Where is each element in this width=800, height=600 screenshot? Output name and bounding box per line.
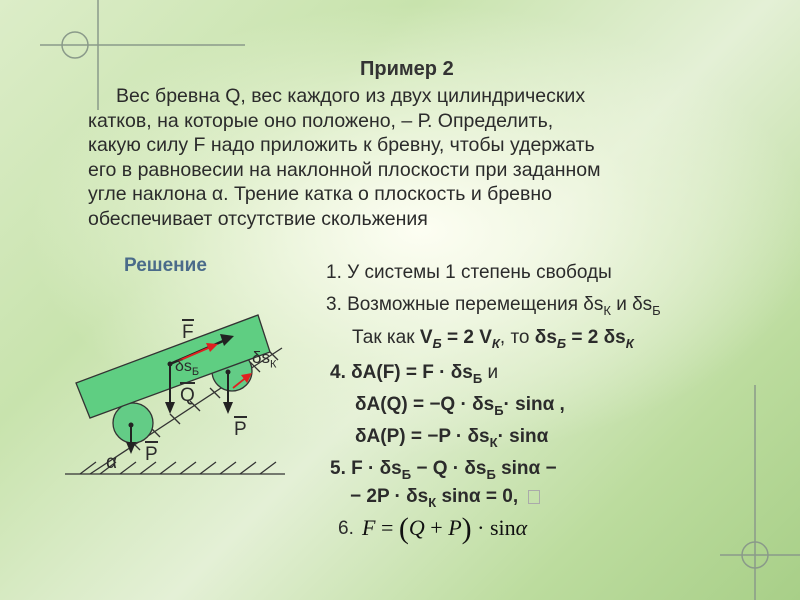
problem-line: катков, на которые оно положено, – Р. Определить, <box>88 109 554 132</box>
step-4c: $\delta A(P) = -P \cdot \delta s_К\cdot \sin\alpha$ <box>355 426 549 450</box>
step-5b: − $2P \cdot \delta s_К$ sinα = 0, <box>350 486 540 510</box>
label-Q: Q <box>180 385 195 407</box>
step-1: 1. У системы 1 степень свободы <box>326 262 612 283</box>
step-3: 3. Возможные перемещения $\delta s_К$ и $\delta s_Б$ <box>326 294 661 318</box>
label-P-right: P <box>234 419 247 441</box>
placeholder-box <box>528 490 540 504</box>
label-ds-b: $\delta s_Б$ <box>175 358 200 379</box>
step-6-label: 6. <box>338 518 354 539</box>
page-title: Пример 2 <box>360 58 454 80</box>
label-P-left: P <box>145 444 158 466</box>
solution-label: Решение <box>124 255 207 276</box>
problem-line: Вес бревна Q, вес каждого из двух цилиндрических <box>116 85 586 107</box>
label-ds-k: $\delta s_К$ <box>252 348 277 371</box>
final-formula: F = (Q + P) · sinα <box>362 512 528 545</box>
roller-left <box>113 403 153 443</box>
problem-line: угле наклона α. Трение катка о плоскость и бревно <box>88 183 552 205</box>
step-3b: Так как $V_Б = 2$ $V_К$, то $\delta s_Б = 2$ $\delta s_К$ <box>352 327 634 351</box>
label-F: F <box>182 322 194 344</box>
label-alpha: α <box>106 452 117 473</box>
problem-line: обеспечивает отсутствие скольжения <box>88 207 428 230</box>
step-4b: $\delta A(Q) = -Q \cdot \delta s_Б\cdot \sin\alpha$ , <box>355 394 565 418</box>
step-4a: 4. $\delta A(F) = F \cdot \delta s_Б$ и <box>330 362 499 386</box>
problem-line: какую силу F надо приложить к бревну, чтобы удержать <box>88 134 595 156</box>
problem-line: его в равновесии на наклонной плоскости при заданном <box>88 158 601 181</box>
step-5a: 5. $F \cdot \delta s_Б - Q \cdot \delta s_Б$ sinα − <box>330 458 557 482</box>
